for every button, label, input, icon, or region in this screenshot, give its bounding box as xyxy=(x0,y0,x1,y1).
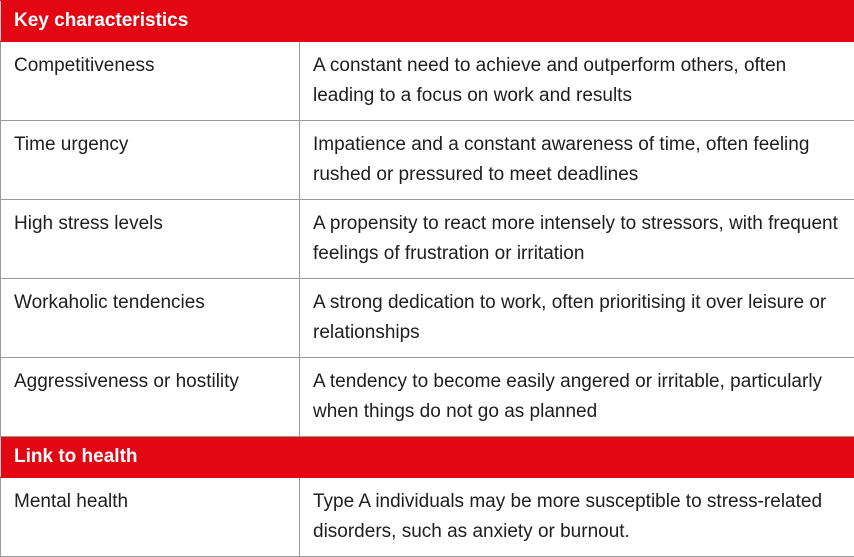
table-row xyxy=(1,200,854,279)
table-row xyxy=(1,121,854,200)
row-description: A constant need to achieve and outperform others, often leading to a focus on work and results xyxy=(300,42,854,121)
section-title: Link to health xyxy=(1,437,854,478)
table-row xyxy=(1,478,854,557)
row-description: Impatience and a constant awareness of time, often feeling rushed or pressured to meet deadlines xyxy=(300,121,854,200)
row-description: Type A individuals may be more susceptible to stress-related disorders, such as anxiety or burnout. xyxy=(300,478,854,557)
table-row xyxy=(1,279,854,358)
table-row xyxy=(1,42,854,121)
section-title: Key characteristics xyxy=(1,1,854,42)
row-label: Time urgency xyxy=(1,121,300,200)
row-label: Workaholic tendencies xyxy=(1,279,300,358)
row-description: A propensity to react more intensely to stressors, with frequent feelings of frustration or irritation xyxy=(300,200,854,279)
section-header-key-characteristics xyxy=(1,1,854,42)
table-row xyxy=(1,358,854,437)
row-label: Competitiveness xyxy=(1,42,300,121)
row-description: A strong dedication to work, often prioritising it over leisure or relationships xyxy=(300,279,854,358)
row-label: High stress levels xyxy=(1,200,300,279)
section-header-link-to-health xyxy=(1,437,854,478)
row-label: Mental health xyxy=(1,478,300,557)
row-label: Aggressiveness or hostility xyxy=(1,358,300,437)
row-description: A tendency to become easily angered or irritable, particularly when things do not go as planned xyxy=(300,358,854,437)
